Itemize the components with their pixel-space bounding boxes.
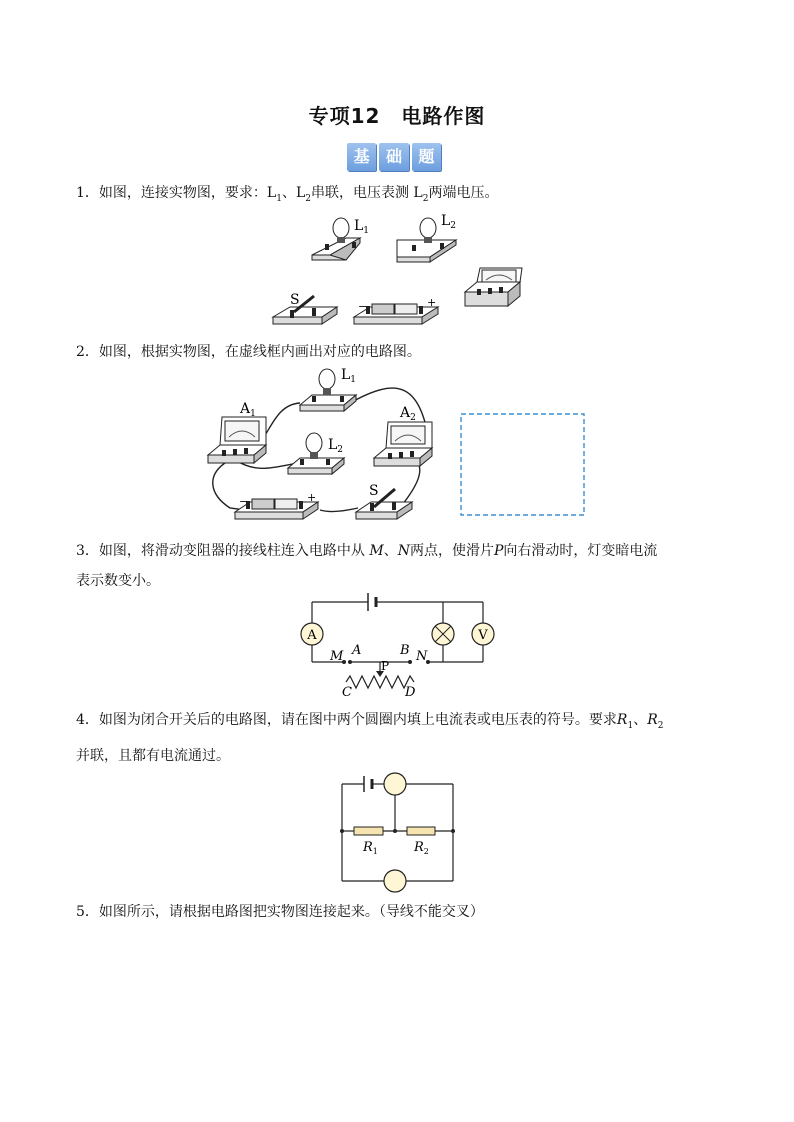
section-badge bbox=[347, 143, 441, 171]
question-1-text-a: 如图，连接实物图，要求：L bbox=[98, 185, 277, 201]
junction-left bbox=[340, 829, 344, 833]
q2-l2-label: $L_2$ bbox=[328, 437, 344, 455]
badge-char-2: 础 bbox=[379, 143, 408, 171]
label-p: P bbox=[381, 659, 390, 673]
badge-char-1: 基 bbox=[347, 143, 376, 171]
q3-wires bbox=[312, 602, 483, 688]
question-3-text-c: 向右滑动时，灯变暗电流 bbox=[503, 543, 658, 559]
ammeter-label: A bbox=[307, 628, 317, 643]
resistor-r1 bbox=[354, 827, 383, 835]
q2-switch-icon bbox=[356, 489, 412, 519]
question-5-number: 5． bbox=[76, 904, 99, 920]
voltmeter-label: V bbox=[478, 628, 488, 643]
junction-right bbox=[451, 829, 455, 833]
question-3-sep: 、 bbox=[383, 543, 398, 559]
q1-battery-plus: + bbox=[427, 296, 437, 309]
terminal-b bbox=[408, 660, 412, 664]
q1-switch-label: S bbox=[290, 292, 300, 308]
q2-switch-label: S bbox=[369, 483, 379, 499]
question-3-line2: 表示数变小。 bbox=[76, 573, 160, 589]
question-2-text: 如图，根据实物图，在虚线框内画出对应的电路图。 bbox=[98, 344, 421, 360]
question-3-text-b: 两点，使滑片 bbox=[409, 543, 494, 559]
question-4 bbox=[76, 705, 736, 771]
question-4-figure bbox=[0, 765, 794, 895]
question-3-number: 3． bbox=[76, 543, 99, 559]
badge-char-3: 题 bbox=[412, 143, 441, 171]
question-1-sub-3: 2 bbox=[422, 193, 429, 204]
question-2 bbox=[76, 342, 421, 362]
question-3-n: N bbox=[397, 543, 410, 559]
question-2-figure bbox=[0, 365, 794, 530]
question-1-number: 1． bbox=[76, 185, 99, 201]
label-c: C bbox=[342, 685, 352, 700]
question-4-r1-sub: 1 bbox=[627, 720, 634, 731]
q2-battery-plus: + bbox=[307, 491, 317, 504]
r2-label: $R_2$ bbox=[414, 840, 429, 856]
question-1-text-d: 两端电压。 bbox=[428, 185, 499, 201]
question-3-p: P bbox=[493, 543, 504, 559]
meter-circle-top[interactable] bbox=[384, 773, 406, 795]
ammeter-a1-icon bbox=[208, 417, 266, 463]
lamp-symbol-icon bbox=[432, 623, 454, 645]
question-2-number: 2． bbox=[76, 344, 99, 360]
q2-a2-label: $A_2$ bbox=[400, 405, 416, 423]
question-3-figure bbox=[0, 590, 794, 705]
question-3-m: M bbox=[369, 543, 384, 559]
voltmeter-icon bbox=[465, 268, 522, 306]
q1-battery-minus: − bbox=[358, 300, 368, 313]
label-b: B bbox=[400, 643, 410, 658]
question-4-r2-sub: 2 bbox=[657, 720, 664, 731]
meter-circle-bottom[interactable] bbox=[384, 870, 406, 892]
question-5 bbox=[76, 902, 484, 922]
question-4-r1: R bbox=[616, 712, 628, 728]
question-1-sub-2: 2 bbox=[305, 193, 311, 204]
q2-l1-label: $L_1$ bbox=[341, 367, 357, 385]
question-1-sub-1: 1 bbox=[276, 193, 282, 204]
answer-box[interactable] bbox=[461, 414, 584, 515]
q1-l2-label: $L_2$ bbox=[441, 213, 457, 231]
label-d: D bbox=[405, 685, 416, 700]
question-1-text-c: 串联，电压表测 L bbox=[310, 185, 423, 201]
question-4-number: 4． bbox=[76, 712, 99, 728]
label-a: A bbox=[352, 643, 362, 658]
page-title: 专项12 电路作图 bbox=[308, 104, 486, 128]
question-4-line2: 并联，且都有电流通过。 bbox=[76, 747, 230, 764]
resistor-r2 bbox=[407, 827, 435, 835]
question-1-text-b: 、L bbox=[281, 185, 306, 201]
question-4-text-a: 如图为闭合开关后的电路图，请在图中两个圆圈内填上电流表或电压表的符号。要求 bbox=[98, 712, 617, 728]
q2-a1-label: $A_1$ bbox=[240, 401, 256, 419]
terminal-a bbox=[348, 660, 352, 664]
junction-middle bbox=[393, 829, 397, 833]
q1-l1-label: $L_1$ bbox=[354, 218, 370, 236]
switch-icon bbox=[273, 296, 337, 324]
ammeter-a2-icon bbox=[374, 422, 432, 466]
question-4-sep: 、 bbox=[633, 712, 648, 728]
question-3-text-a: 如图，将滑动变阻器的接线柱连入电路中从 bbox=[98, 543, 370, 559]
question-1-figure bbox=[0, 200, 794, 340]
label-n: N bbox=[416, 649, 428, 664]
question-3 bbox=[76, 536, 736, 596]
question-5-text: 如图所示，请根据电路图把实物图连接起来。（导线不能交叉） bbox=[98, 904, 484, 920]
bulb-l1-icon bbox=[312, 218, 360, 260]
label-m: M bbox=[330, 649, 344, 664]
q2-battery-minus: − bbox=[239, 495, 249, 508]
question-4-r2: R bbox=[647, 712, 658, 728]
r1-label: $R_1$ bbox=[363, 840, 378, 856]
